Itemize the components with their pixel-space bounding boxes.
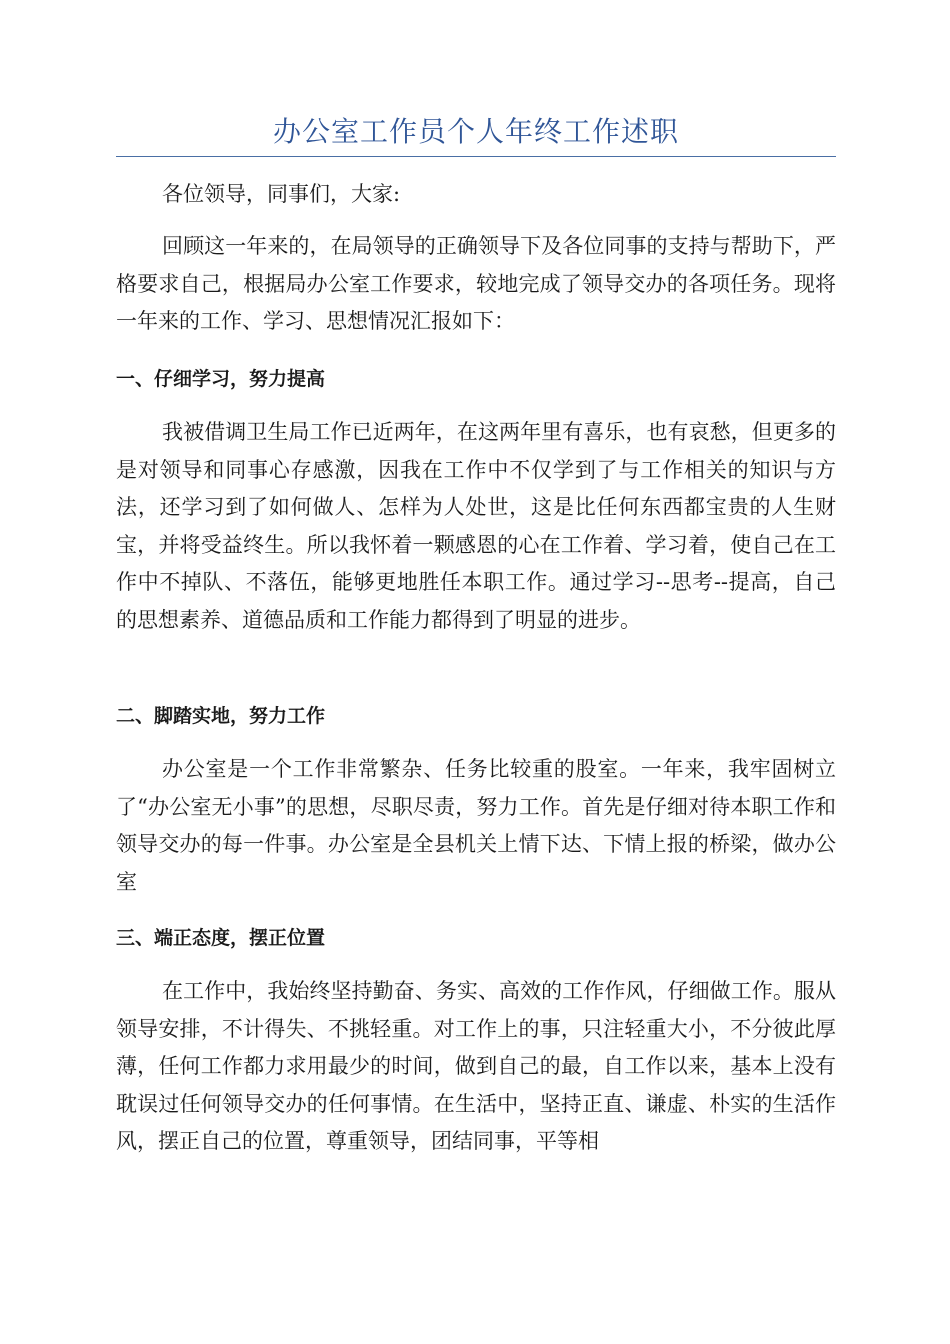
section-body-2: 办公室是一个工作非常繁杂、任务比较重的股室。一年来，我牢固树立了“办公室无小事”的思想，尽职尽责，努力工作。首先是仔细对待本职工作和领导交办的每一件事。办公室是全县机关上情下达、下情上报的桥梁，做办公室 (116, 757, 836, 894)
page-title: 办公室工作员个人年终工作述职 (272, 115, 679, 148)
section-body-3: 在工作中，我始终坚持勤奋、务实、高效的工作作风，仔细做工作。服从领导安排，不计得失、不挑轻重。对工作上的事，只注轻重大小，不分彼此厚薄，任何工作都力求用最少的时间，做到自己的最，自工作以来，基本上没有耽误过任何领导交办的任何事情。在生活中，坚持正直、谦虚、朴实的生活作风，摆正自己的位置，尊重领导，团结同事，平等相 (116, 979, 836, 1153)
section-heading-1: 一、仔细学习，努力提高 (116, 368, 326, 390)
greeting-paragraph: 各位领导，同事们，大家: (162, 182, 401, 206)
section-body-1: 我被借调卫生局工作已近两年，在这两年里有喜乐，也有哀愁，但更多的是对领导和同事心存感激，因我在工作中不仅学到了与工作相关的知识与方法，还学习到了如何做人、怎样为人处世，这是比任何东西都宝贵的人生财宝，并将受益终生。所以我怀着一颗感恩的心在工作着、学习着，使自己在工作中不掉队、不落伍，能够更地胜任本职工作。通过学习--思考--提高，自己的思想素养、道德品质和工作能力都得到了明显的进步。 (116, 420, 836, 632)
intro-paragraph: 回顾这一年来的，在局领导的正确领导下及各位同事的支持与帮助下，严格要求自己，根据局办公室工作要求，较地完成了领导交办的各项任务。现将一年来的工作、学习、思想情况汇报如下： (116, 234, 836, 333)
title-block (116, 112, 836, 157)
section-heading-3: 三、端正态度，摆正位置 (116, 927, 326, 949)
section-heading-2: 二、脚踏实地，努力工作 (116, 705, 326, 727)
